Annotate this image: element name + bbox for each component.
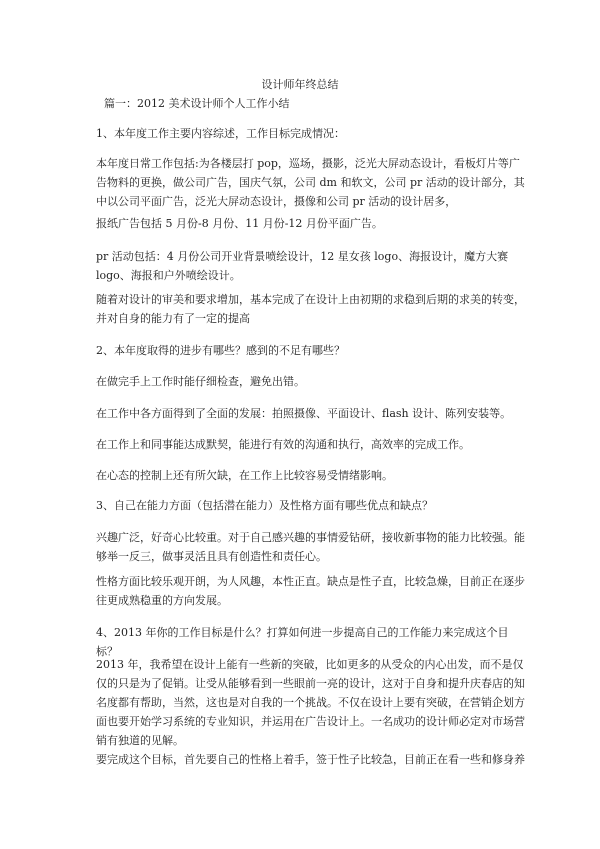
paragraph: 在心态的控制上还有所欠缺，在工作上比较容易受情绪影响。: [96, 469, 393, 482]
document-title: 设计师年终总结: [261, 78, 339, 91]
paragraph: pr 活动包括：4 月份公司开业背景喷绘设计，12 星女孩 logo、海报设计，魔方大赛 logo、海报和户外喷绘设计。: [96, 250, 509, 282]
paragraph: 在做完手上工作时能仔细检查，避免出错。: [96, 375, 305, 388]
paragraph: 本年度日常工作包括:为各楼层打 pop，巡场，摄影，泛光大屏动态设计，看板灯片等广告物料的更换，做公司广告，国庆气氛，公司 dm 和软文，公司 pr 活动的设计部分，其中以公司平面广告，泛光大屏动态设计，摄像和公司 pr 活动的设计居多，: [96, 157, 525, 208]
paragraph: 在工作上和同事能达成默契，能进行有效的沟通和执行，高效率的完成工作。: [96, 438, 470, 451]
section-heading-2: 2、本年度取得的进步有哪些？感到的不足有哪些？: [96, 344, 345, 357]
paragraph: 2013 年，我希望在设计上能有一些新的突破，比如更多的从受众的内心出发，而不是仅仅的只是为了促销。让受从能够看到一些眼前一亮的设计，这对于自身和提升庆春店的知名度都有帮助，当然，这也是对自我的一个挑战。不仅在设计上要有突破，在营销企划方面也要开始学习系统的专业知识，并运用在广告设计上。一名成功的设计师必定对市场营销有独道的见解。: [96, 658, 525, 747]
section-heading-3: 3、自己在能力方面（包括潜在能力）及性格方面有哪些优点和缺点？: [96, 499, 433, 512]
paragraph: 要完成这个目标，首先要自己的性格上着手，签于性子比较急，目前正在看一些和修身养: [96, 753, 525, 766]
paragraph: 随着对设计的审美和要求增加，基本完成了在设计上由初期的求稳到后期的求美的转变，并对自身的能力有了一定的提高: [96, 293, 525, 325]
section-heading-1: 1、本年度工作主要内容综述，工作目标完成情况：: [96, 127, 345, 140]
document-subtitle: 篇一：2012 美术设计师个人工作小结: [104, 97, 290, 110]
paragraph: 性格方面比较乐观开朗，为人风趣，本性正直。缺点是性子直，比较急燥，目前正在逐步往更成熟稳重的方向发展。: [96, 575, 525, 607]
paragraph: 兴趣广泛，好奇心比较重。对于自己感兴趣的事情爱钻研，接收新事物的能力比较强。能够举一反三，做事灵活且具有创造性和责任心。: [96, 531, 525, 563]
section-heading-4: 4、2013 年你的工作目标是什么？打算如何进一步提高自己的工作能力来完成这个目标？: [96, 626, 509, 658]
paragraph: 报纸广告包括 5 月份-8 月份、11 月份-12 月份平面广告。: [96, 217, 383, 230]
paragraph: 在工作中各方面得到了全面的发展：拍照摄像、平面设计、flash 设计、陈列安装等。: [96, 407, 512, 420]
